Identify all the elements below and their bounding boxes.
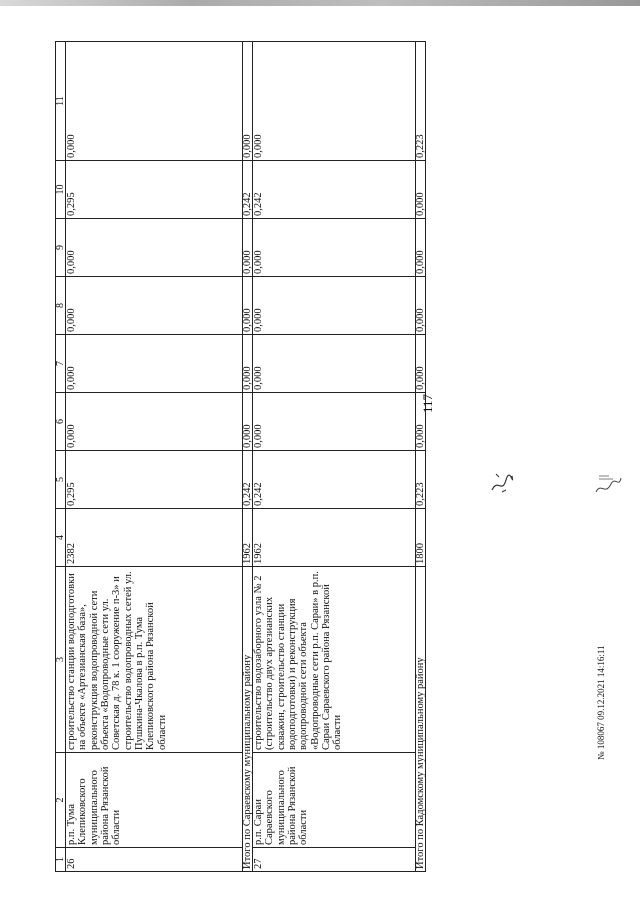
header-cell: 3: [56, 567, 66, 753]
header-cell: 8: [56, 277, 66, 335]
header-cell: 11: [56, 42, 66, 161]
header-cell: 10: [56, 161, 66, 219]
header-cell: 4: [56, 509, 66, 567]
total-row: [416, 42, 426, 872]
signature-mark: [488, 470, 518, 498]
year-cell: 1962: [253, 509, 416, 567]
total-label: Итого по Сараевскому муниципальному району: [243, 567, 253, 872]
value-cell: 0,000: [243, 277, 253, 335]
location-cell: р.п. Сараи Сараевского муниципального района Рязанской области: [253, 753, 416, 848]
row-number: 27: [253, 848, 416, 872]
header-cell: 7: [56, 335, 66, 393]
value-cell: 0,295: [66, 161, 243, 219]
value-cell: 0,000: [253, 335, 416, 393]
registration-stamp: № 108067 09.12.2021 14:16:11: [596, 645, 606, 760]
value-cell: 0,223: [416, 451, 426, 509]
header-row: [56, 42, 66, 872]
value-cell: 0,242: [253, 161, 416, 219]
year-cell: 1800: [416, 509, 426, 567]
scan-edge: [0, 0, 640, 6]
value-cell: 0,000: [243, 393, 253, 451]
location-cell: р.п. Тума Клепиковского муниципального района Рязанской области: [66, 753, 243, 848]
value-cell: 0,242: [253, 451, 416, 509]
value-cell: 0,000: [416, 161, 426, 219]
value-cell: 0,000: [243, 219, 253, 277]
header-cell: 6: [56, 393, 66, 451]
value-cell: 0,295: [66, 451, 243, 509]
table-row: [253, 42, 416, 872]
header-cell: 2: [56, 753, 66, 848]
value-cell: 0,000: [253, 277, 416, 335]
value-cell: 0,223: [416, 42, 426, 161]
value-cell: 0,242: [243, 161, 253, 219]
description-cell: строительство водозаборного узла № 2 (строительство двух артезианских скважин, строительство станции водоподготовки) и реконструкция водопроводной сети объекта «Водопроводные сети р.п. Сараи» в р.п. Сараи Сараевского района Рязанской области: [253, 567, 416, 753]
year-cell: 2382: [66, 509, 243, 567]
description-cell: строительство станции водоподготовки на объекте «Артезианская база», реконструкция водопроводной сети объекта «Водопроводные сети ул. Советская д. 78 к. 1 сооружение п-3» и строительство водопроводных сетей ул. Пушкина-Чкалова в р.п. Тума Клепиковского района Рязанской области: [66, 567, 243, 753]
year-cell: 1962: [243, 509, 253, 567]
total-label: Итого по Кадомскому муниципальному району: [416, 567, 426, 872]
value-cell: 0,000: [416, 277, 426, 335]
value-cell: 0,000: [253, 219, 416, 277]
value-cell: 0,000: [253, 393, 416, 451]
header-cell: 9: [56, 219, 66, 277]
header-cell: 5: [56, 451, 66, 509]
value-cell: 0,000: [243, 42, 253, 161]
value-cell: 0,000: [66, 335, 243, 393]
value-cell: 0,000: [66, 277, 243, 335]
value-cell: 0,000: [66, 393, 243, 451]
data-table: [55, 41, 426, 872]
value-cell: 0,000: [66, 42, 243, 161]
value-cell: 0,000: [243, 335, 253, 393]
rotated-table-container: [55, 42, 475, 872]
header-cell: 1: [56, 848, 66, 872]
value-cell: 0,000: [253, 42, 416, 161]
value-cell: 0,242: [243, 451, 253, 509]
seal-mark: [593, 470, 623, 498]
value-cell: 0,000: [66, 219, 243, 277]
value-cell: 0,000: [416, 393, 426, 451]
value-cell: 0,000: [416, 335, 426, 393]
row-number: 26: [66, 848, 243, 872]
page-number: 117: [420, 393, 435, 413]
total-row: [243, 42, 253, 872]
value-cell: 0,000: [416, 219, 426, 277]
table-row: [66, 42, 243, 872]
